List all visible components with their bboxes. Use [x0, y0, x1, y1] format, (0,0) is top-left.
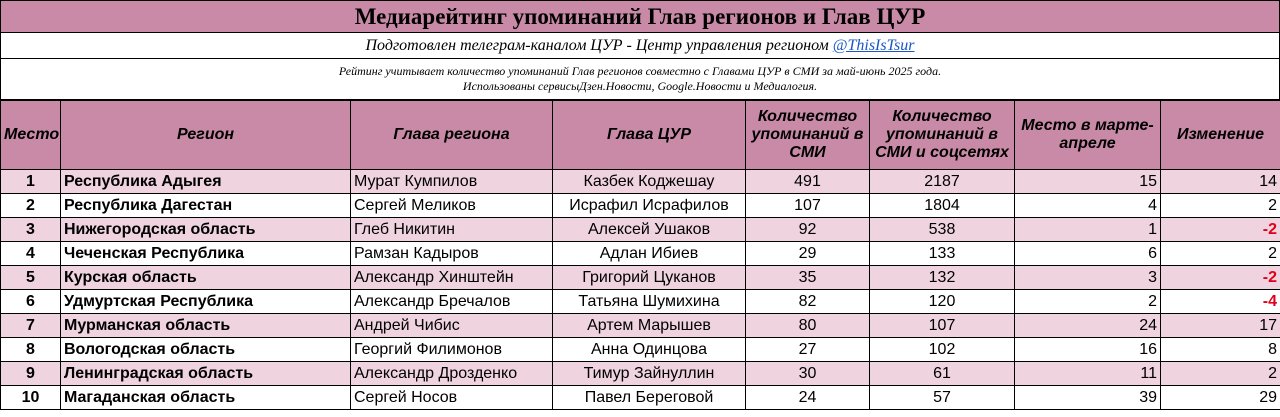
header-row — [1, 101, 1280, 170]
governor-cell: Мурат Кумпилов — [351, 170, 553, 194]
previous-rank-cell: 3 — [1015, 266, 1161, 290]
governor-cell: Андрей Чибис — [351, 314, 553, 338]
media-social-mentions-cell: 1804 — [870, 194, 1015, 218]
change-cell: 17 — [1161, 314, 1280, 338]
region-cell: Магаданская область — [61, 386, 351, 410]
cur-head-cell: Артем Марышев — [553, 314, 746, 338]
column-header: Место — [1, 101, 61, 170]
region-cell: Республика Адыгея — [61, 170, 351, 194]
governor-cell: Сергей Носов — [351, 386, 553, 410]
change-cell: 8 — [1161, 338, 1280, 362]
cur-head-cell: Исрафил Исрафилов — [553, 194, 746, 218]
table-row — [1, 170, 1280, 194]
media-mentions-cell: 35 — [746, 266, 870, 290]
note-line-2: Использованы сервисыДзен.Новости, Google.Новости и Медиалогия. — [462, 79, 818, 93]
column-header: Количество упоминаний в СМИ и соцсетях — [870, 101, 1015, 170]
media-mentions-cell: 29 — [746, 242, 870, 266]
media-social-mentions-cell: 133 — [870, 242, 1015, 266]
region-cell: Курская область — [61, 266, 351, 290]
table-row — [1, 218, 1280, 242]
governor-cell: Георгий Филимонов — [351, 338, 553, 362]
change-cell: -2 — [1161, 218, 1280, 242]
region-cell: Ленинградская область — [61, 362, 351, 386]
rating-table — [0, 100, 1280, 410]
media-social-mentions-cell: 2187 — [870, 170, 1015, 194]
media-social-mentions-cell: 61 — [870, 362, 1015, 386]
rank-cell: 7 — [1, 314, 61, 338]
table-row — [1, 314, 1280, 338]
table-row — [1, 362, 1280, 386]
media-mentions-cell: 82 — [746, 290, 870, 314]
change-cell: 2 — [1161, 242, 1280, 266]
subtitle — [0, 33, 1280, 59]
table-row — [1, 386, 1280, 410]
previous-rank-cell: 15 — [1015, 170, 1161, 194]
region-cell: Республика Дагестан — [61, 194, 351, 218]
subtitle-text: Подготовлен телеграм-каналом ЦУР - Центр управления регионом — [365, 36, 829, 54]
column-header: Изменение — [1161, 101, 1280, 170]
media-mentions-cell: 491 — [746, 170, 870, 194]
governor-cell: Александр Бречалов — [351, 290, 553, 314]
cur-head-cell: Павел Береговой — [553, 386, 746, 410]
rank-cell: 6 — [1, 290, 61, 314]
rank-cell: 2 — [1, 194, 61, 218]
media-social-mentions-cell: 107 — [870, 314, 1015, 338]
cur-head-cell: Адлан Ибиев — [553, 242, 746, 266]
table-row — [1, 194, 1280, 218]
previous-rank-cell: 39 — [1015, 386, 1161, 410]
media-mentions-cell: 24 — [746, 386, 870, 410]
governor-cell: Рамзан Кадыров — [351, 242, 553, 266]
previous-rank-cell: 4 — [1015, 194, 1161, 218]
cur-head-cell: Казбек Коджешау — [553, 170, 746, 194]
change-cell: 2 — [1161, 362, 1280, 386]
media-mentions-cell: 107 — [746, 194, 870, 218]
region-cell: Чеченская Республика — [61, 242, 351, 266]
table-row — [1, 266, 1280, 290]
region-cell: Мурманская область — [61, 314, 351, 338]
rank-cell: 10 — [1, 386, 61, 410]
governor-cell: Александр Дрозденко — [351, 362, 553, 386]
change-cell: -2 — [1161, 266, 1280, 290]
media-mentions-cell: 92 — [746, 218, 870, 242]
media-social-mentions-cell: 57 — [870, 386, 1015, 410]
table-row — [1, 290, 1280, 314]
governor-cell: Глеб Никитин — [351, 218, 553, 242]
column-header: Место в марте-апреле — [1015, 101, 1161, 170]
cur-head-cell: Анна Одинцова — [553, 338, 746, 362]
previous-rank-cell: 16 — [1015, 338, 1161, 362]
previous-rank-cell: 1 — [1015, 218, 1161, 242]
media-mentions-cell: 30 — [746, 362, 870, 386]
cur-head-cell: Татьяна Шумихина — [553, 290, 746, 314]
table-row — [1, 242, 1280, 266]
previous-rank-cell: 11 — [1015, 362, 1161, 386]
page-title: Медиарейтинг упоминаний Глав регионов и Глав ЦУР — [0, 0, 1280, 33]
cur-head-cell: Алексей Ушаков — [553, 218, 746, 242]
rank-cell: 8 — [1, 338, 61, 362]
media-social-mentions-cell: 120 — [870, 290, 1015, 314]
media-social-mentions-cell: 102 — [870, 338, 1015, 362]
region-cell: Нижегородская область — [61, 218, 351, 242]
previous-rank-cell: 6 — [1015, 242, 1161, 266]
cur-head-cell: Григорий Цуканов — [553, 266, 746, 290]
column-header: Количество упоминаний в СМИ — [746, 101, 870, 170]
note-line-1: Рейтинг учитывает количество упоминаний Глав регионов совместно с Главами ЦУР в СМИ за май-июнь 2025 года. — [338, 64, 942, 78]
media-mentions-cell: 27 — [746, 338, 870, 362]
rank-cell: 1 — [1, 170, 61, 194]
column-header: Глава региона — [351, 101, 553, 170]
governor-cell: Сергей Меликов — [351, 194, 553, 218]
table-row — [1, 338, 1280, 362]
change-cell: 14 — [1161, 170, 1280, 194]
region-cell: Удмуртская Республика — [61, 290, 351, 314]
methodology-note — [0, 59, 1280, 100]
column-header: Регион — [61, 101, 351, 170]
previous-rank-cell: 24 — [1015, 314, 1161, 338]
media-social-mentions-cell: 538 — [870, 218, 1015, 242]
previous-rank-cell: 2 — [1015, 290, 1161, 314]
change-cell: -4 — [1161, 290, 1280, 314]
column-header: Глава ЦУР — [553, 101, 746, 170]
rank-cell: 9 — [1, 362, 61, 386]
change-cell: 29 — [1161, 386, 1280, 410]
media-social-mentions-cell: 132 — [870, 266, 1015, 290]
rank-cell: 4 — [1, 242, 61, 266]
channel-link[interactable]: @ThisIsTsur — [832, 36, 915, 54]
change-cell: 2 — [1161, 194, 1280, 218]
governor-cell: Александр Хинштейн — [351, 266, 553, 290]
media-mentions-cell: 80 — [746, 314, 870, 338]
rank-cell: 3 — [1, 218, 61, 242]
cur-head-cell: Тимур Зайнуллин — [553, 362, 746, 386]
region-cell: Вологодская область — [61, 338, 351, 362]
table-body — [1, 170, 1280, 410]
rank-cell: 5 — [1, 266, 61, 290]
